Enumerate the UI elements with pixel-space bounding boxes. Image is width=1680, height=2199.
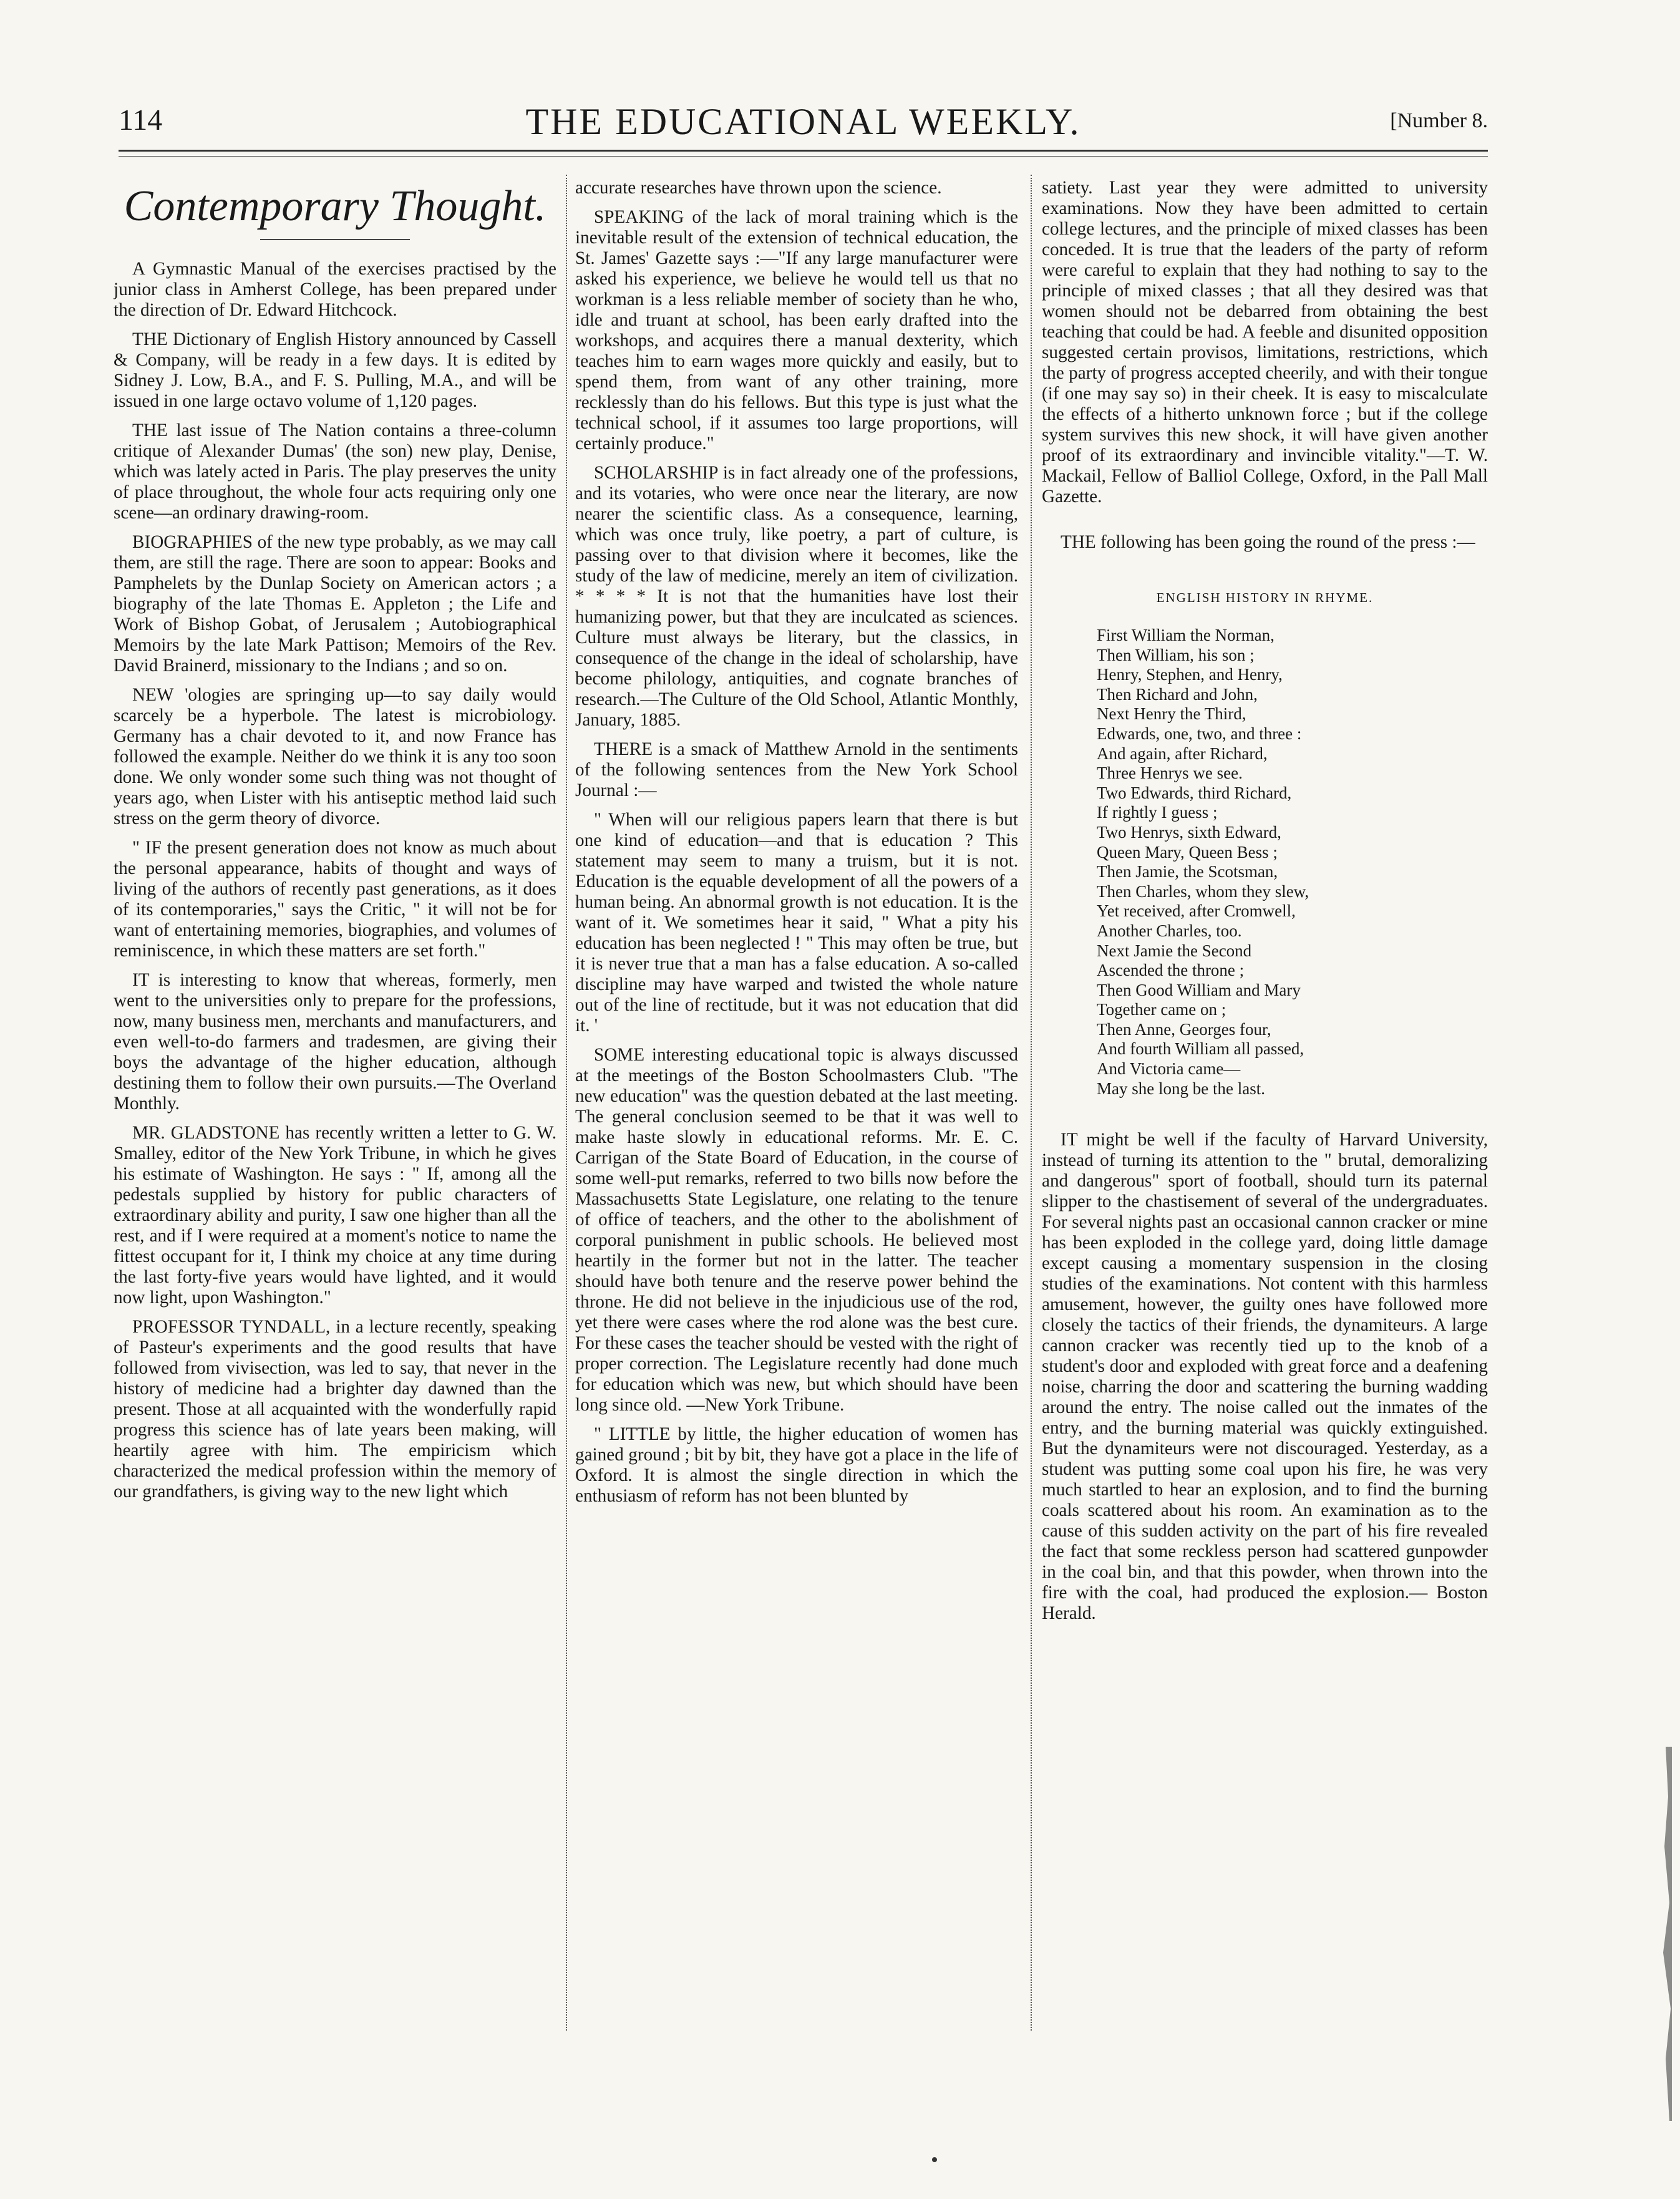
article-paragraph: SCHOLARSHIP is in fact already one of the professions, and its votaries, who were once near the literary, are now nearer the scientific class. As a consequence, learning, which was once truly, like poetry, a part of culture, is passing over to that division where it becomes, like the study of the law of medicine, merely an item of civilization. * * * * It is not that the humanities have lost their humanizing power, but that they are inculcated as sciences. Culture must always be literary, but the classics, in consequence of the change in the ideal of scholarship, have become philology, antiquities, and cognate branches of research.—The Culture of the Old School, Atlantic Monthly, January, 1885. [575,463,1018,730]
article-paragraph: NEW 'ologies are springing up—to say daily would scarcely be a hyperbole. The latest is microbiology. Germany has a chair devoted to it, and now France has followed the example. Neither do we think it is any too soon done. We only wonder some such thing was not thought of years ago, when Lister with his antiseptic method laid such stress on the germ theory of divorce. [114,685,556,828]
article-paragraph: IT is interesting to know that whereas, formerly, men went to the universities only to prepare for the professions, now, many business men, merchants and manufacturers, and even well-to-do farmers and tradesmen, are giving their boys the advantage of the higher education, although destining them to follow their own pursuits.—The Overland Monthly. [114,970,556,1114]
poem-line: Together came on ; [1097,1000,1226,1019]
article-paragraph: MR. GLADSTONE has recently written a letter to G. W. Smalley, editor of the New York Tribune, in which he gives his estimate of Washington. He says : " If, among all the pedestals supplied by history for public characters of extraordinary ability and purity, I saw one higher than all the rest, and if I were required at a moment's notice to name the fittest occupant for it, I think my choice at any time during the last forty-five years would have lighted, and it would now light, upon Washington." [114,1123,556,1308]
journal-title: THE EDUCATIONAL WEEKLY. [525,101,1081,142]
article-paragraph: " LITTLE by little, the higher education of women has gained ground ; bit by bit, they have got a place in the life of Oxford. It is almost the single direction in which the enthusiasm of reform has not been blunted by [575,1424,1018,1506]
print-mark [932,2157,937,2162]
poem-line: And fourth William all passed, [1097,1039,1304,1059]
title-rule [260,239,410,240]
poem-line: Then Jamie, the Scotsman, [1097,862,1278,881]
page-number: 114 [119,104,163,137]
article-paragraph: satiety. Last year they were admitted to university examinations. Now they have been admitted to certain college lectures, and the principle of mixed classes has been conceded. It is true that the leaders of the party of reform were careful to explain that they had nothing to say to the principle of mixed classes ; that all they desired was that women should not be debarred from obtaining the best teaching that could be had. A feeble and disunited opposition suggested certain provisos, limitations, restrictions, which the party of progress accepted cheerily, and with their tongue (if one may say so) in their cheek. It is easy to miscalculate the effects of a hitherto unknown force ; but if the college system survives this new shock, it will have given another proof of its extraordinary and invincible vitality."—T. W. Mackail, Fellow of Balliol College, Oxford, in the Pall Mall Gazette. [1042,178,1488,507]
article-paragraph: BIOGRAPHIES of the new type probably, as we may call them, are still the rage. There are soon to appear: Books and Pamphelets by the Dunlap Society on American actors ; a biography of the late Thomas E. Appleton ; the Life and Work of Bishop Gobat, of Jerusalem ; Autobiographical Memoirs by the late Mark Pattison; Memoirs of the Rev. David Brainerd, missionary to the Indians ; and so on. [114,532,556,676]
poem-line: Ascended the throne ; [1097,961,1245,980]
poem-line: Then Richard and John, [1097,684,1258,704]
article-paragraph: accurate researches have thrown upon the science. [575,178,942,198]
poem-line: Henry, Stephen, and Henry, [1097,665,1283,684]
poem-line: Then William, his son ; [1097,645,1255,664]
poem-line: And Victoria came— [1097,1059,1241,1079]
paragraph-list [114,259,556,1502]
column-divider [1031,175,1032,2031]
issue-number: [Number 8. [1390,109,1488,132]
article-paragraph: IT might be well if the faculty of Harvard University, instead of turning its attention to the " brutal, demoralizing and dangerous" sport of football, should turn its paternal slipper to the chastisement of several of the undergraduates. For several nights past an occasional cannon cracker or mine has been exploded in the college yard, doing little damage except causing a momentary suspension in the closing studies of the examinations. Not content with this harmless amusement, however, the guilty ones have followed more closely the tactics of their friends, the dynamiteurs. A large cannon cracker was recently tied up to the knob of a student's door and exploded with great force and a deafening noise, charring the door and scattering the burning wadding around the entry. The noise called out the inmates of the entry, and the burning material was quickly extinguished. But the dynamiteurs were not discouraged. Yesterday, as a student was putting some coal upon his fire, he was very much startled to hear an explosion, and to find the burning coals scattered about his room. An examination as to the cause of this sudden activity on the part of his fire revealed the fact that some reckless person had scattered gunpowder in the coal bin, and that this powder, when thrown into the fire with the coal, had produced the explosion.— Boston Herald. [1042,1130,1488,1624]
article-paragraph: " IF the present generation does not know as much about the personal appearance, habits of thought and ways of living of the authors of recently past generations, as it does of its contemporaries," says the Critic, " it will not be for want of entertaining memories, biographies, and volumes of reminiscence, in which these matters are set forth." [114,838,556,961]
article-paragraph: SPEAKING of the lack of moral training which is the inevitable result of the extension of technical education, the St. James' Gazette says :—"If any large manufacturer were asked his experience, we believe he would tell us that no workman is a less reliable member of society than he who, idle and truant at school, has been early drafted into the workshops, and acquires there a manual dexterity, which teaches him to earn wages more quickly and easily, but to spend them, from want of any other training, more recklessly than do his fellows. But this type is just what the technical school, if it assumes too large proportions, will certainly produce." [575,207,1018,454]
poem-line: Next Jamie the Second [1097,941,1252,960]
header-rule [119,150,1488,152]
poem-line: Edwards, one, two, and three : [1097,724,1302,743]
header-rule-thin [119,156,1488,157]
poem-line: Then Anne, Georges four, [1097,1019,1271,1039]
article-paragraph: SOME interesting educational topic is always discussed at the meetings of the Boston Schoolmasters Club. "The new education" was the question debated at the last meeting. The general conclusion seemed to be that it was well to make haste slowly in educational reforms. Mr. E. C. Carrigan of the State Board of Education, in the course of some well-put remarks, referred to two bills now before the Massachusetts State Legislature, one relating to the tenure of office of teachers, and the other to the abolishment of corporal punishment in public schools. He believed most heartily in the former but not in the latter. The teacher should have both tenure and the reserve power behind the throne. He did not believe in the injudicious use of the rod, yet there were cases where the rod alone was the best cure. For these cases the teacher should be vested with the right of proper correction. The Legislature recently had done much for education which was new, but which should have been long since old. —New York Tribune. [575,1045,1018,1415]
poem [1097,626,1488,1099]
column-1 [114,178,556,2099]
poem-line: Two Edwards, third Richard, [1097,783,1292,802]
poem-line: First William the Norman, [1097,626,1275,644]
poem-line: Another Charles, too. [1097,921,1242,940]
page-header [119,103,1488,153]
section-title: Contemporary Thought. [124,182,546,230]
poem-line: May she long be the last. [1097,1079,1265,1098]
article-paragraph: " When will our religious papers learn that there is but one kind of education—and that is education ? This statement may seem to many a truism, but it is not. Education is the equable development of all the powers of a human being. An abnormal growth is not education. It is the want of it. We sometimes hear it said, " What a pity his education has been neglected ! " This may often be true, but it is never true that a man has a false education. A so-called discipline may have warped and twisted the whole nature out of the line of rectitude, but it was not education that did it. ' [575,810,1018,1036]
column-3 [1042,178,1488,2099]
poem-line: Yet received, after Cromwell, [1097,901,1296,921]
poem-line: Two Henrys, sixth Edward, [1097,822,1281,842]
article-paragraph: THE following has been going the round of the press :— [1061,532,1475,552]
poem-line: If rightly I guess ; [1097,803,1218,822]
article-paragraph: A Gymnastic Manual of the exercises practised by the junior class in Amherst College, has been prepared under the direction of Dr. Edward Hitchcock. [114,259,556,320]
column-divider [566,175,567,2031]
poem-title: ENGLISH HISTORY IN RHYME. [1156,590,1374,605]
article-paragraph: PROFESSOR TYNDALL, in a lecture recently, speaking of Pasteur's experiments and the good results that have followed from vivisection, was led to say, that never in the history of medicine had a brighter day dawned than the present. Those at all acquainted with the wonderfully rapid progress this science has of late years been making, will heartily agree with him. The empiricism which characterized the medical profession within the memory of our grandfathers, is giving way to the new light which [114,1317,556,1502]
article-paragraph: THE Dictionary of English History announced by Cassell & Company, will be ready in a few days. It is edited by Sidney J. Low, B.A., and F. S. Pulling, M.A., and will be issued in one large octavo volume of 1,120 pages. [114,329,556,411]
column-2 [575,178,1018,2099]
poem-line: Then Good William and Mary [1097,980,1301,999]
poem-line: Three Henrys we see. [1097,764,1243,783]
article-paragraph: THE last issue of The Nation contains a three-column critique of Alexander Dumas' (the son) new play, Denise, which was lately acted in Paris. The play preserves the unity of place throughout, the whole four acts requiring only one scene—an ordinary drawing-room. [114,420,556,523]
poem-line: Next Henry the Third, [1097,704,1246,724]
poem-line: Queen Mary, Queen Bess ; [1097,842,1278,862]
poem-line: Then Charles, whom they slew, [1097,881,1309,901]
page-edge-shadow [1647,1747,1672,2121]
poem-line: And again, after Richard, [1097,744,1268,763]
article-paragraph: THERE is a smack of Matthew Arnold in the sentiments of the following sentences from the New York School Journal :— [575,739,1018,800]
